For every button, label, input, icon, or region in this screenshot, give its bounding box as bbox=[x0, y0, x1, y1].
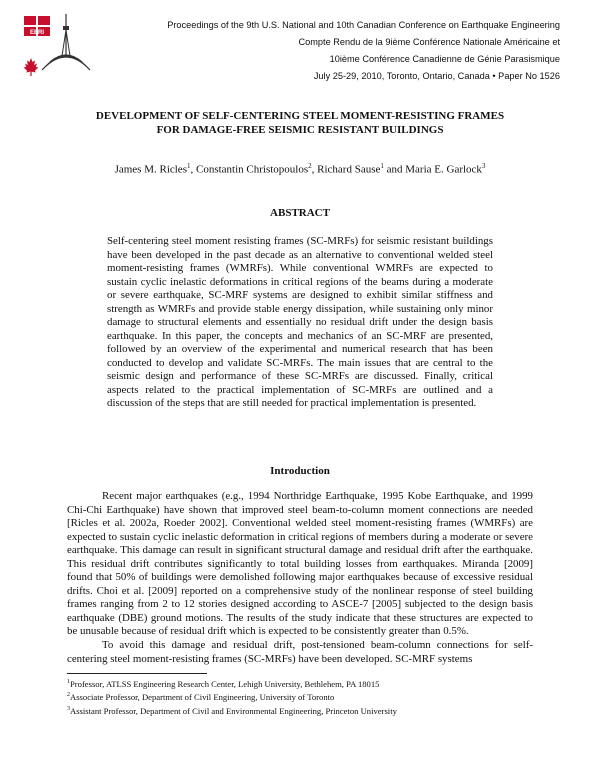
maple-leaf-icon bbox=[24, 58, 39, 76]
conference-line-3: 10ième Conférence Canadienne de Génie Parasismique bbox=[329, 54, 560, 64]
footnote-text: Professor, ATLSS Engineering Research Center, Lehigh University, Bethlehem, PA 18015 bbox=[70, 678, 380, 689]
author-separator: and bbox=[383, 163, 406, 176]
logo-e-block-2 bbox=[38, 16, 50, 25]
author-affiliation-mark: 1 bbox=[186, 162, 191, 170]
title-line-2: FOR DAMAGE-FREE SEISMIC RESISTANT BUILDINGS bbox=[156, 123, 444, 136]
cn-tower-icon bbox=[62, 14, 70, 56]
body-paragraph-1: Recent major earthquakes (e.g., 1994 Northridge Earthquake, 1995 Kobe Earthquake, and 1999 Chi-Chi Earthquake) have shown that improved steel beam-to-column moment connections are needed [Ricles et al. 2002a, Roeder 2002]. Conventional welded steel moment-resisting frames (WMRFs) are expected to sustain cyclic inelastic deformation in critical regions of members during a moderate or severe earthquake. This damage can result in significant structural damage and residual drift after the earthquake. This residual drift contributes significantly to total building losses from earthquakes. Miranda [2009] found that 50% of buildings were demolished following major earthquakes because of excessive residual drifts. Choi et al. [2009] reported on a comprehensive study of the nonlinear response of steel building frames ranging from 2 to 12 stories designed according to ASCE-7 [2005] subjected to the design basis earthquake (DBE) ground motions. The results of the study indicate that these structures are expected to be unusable because of residual drift which is expected to be consistently greater than 0.5%. bbox=[67, 490, 533, 637]
logo-text: EERI bbox=[29, 30, 45, 36]
footnote bbox=[67, 677, 533, 690]
conference-logo bbox=[22, 12, 92, 84]
footnote-number: 2 bbox=[67, 692, 70, 699]
logo-e-block-1 bbox=[24, 16, 36, 25]
author-affiliation-mark: 1 bbox=[380, 162, 384, 170]
footnote-number: 3 bbox=[67, 705, 70, 712]
author-name: James M. Ricles bbox=[114, 163, 187, 176]
author-affiliation-mark: 2 bbox=[308, 162, 312, 170]
footnote-number: 1 bbox=[67, 679, 70, 685]
author-name: Maria E. Garlock bbox=[405, 163, 482, 176]
abstract-text: Self-centering steel moment resisting frames (SC-MRFs) for seismic resistant buildings have been developed in the past decade as an alternative to conventional welded steel moment-resisting frames (WMRFs). While conventional WMRFs are expected to sustain cyclic inelastic deformations in critical regions of the beams during a moderate or severe earthquake, SC-MRF systems are designed to exhibit similar stiffness and strength as WMRFs and provide stable energy dissipation, while sustaining only minor damage to structural elements and essentially no residual drift under the design basis earthquake. In this paper, the concepts and mechanics of an SC-MRF are presented, followed by an overview of the experimental and numerical research that has been conducted to develop and validate SC-MRFs. The main issues that are central to the seismic design and performance of these SC-MRFs are discussed. Finally, critical aspects related to the practical implementation of SC-MRFs are outlined and a discussion of the steps that are still needed for practical implementation is presented. bbox=[107, 235, 493, 409]
abstract-heading: ABSTRACT bbox=[270, 207, 330, 219]
author-affiliation-mark: 3 bbox=[481, 162, 486, 170]
footnote-text: Assistant Professor, Department of Civil and Environmental Engineering, Princeton University bbox=[70, 705, 397, 716]
body-paragraph-2: To avoid this damage and residual drift, post-tensioned beam-column connections for self-centering steel moment-resisting frames (SC-MRFs) have been developed. SC-MRF systems bbox=[67, 639, 533, 665]
author-name: Constantin Christopoulos bbox=[195, 163, 309, 176]
conference-line-4: July 25-29, 2010, Toronto, Ontario, Canada • Paper No 1526 bbox=[313, 71, 560, 81]
author-list bbox=[60, 162, 540, 176]
conference-header bbox=[120, 17, 560, 85]
footnotes bbox=[67, 677, 533, 717]
footnote bbox=[67, 704, 533, 717]
seismic-rings-icon bbox=[42, 55, 90, 70]
paper-title bbox=[60, 110, 540, 137]
footnote-divider bbox=[67, 673, 207, 674]
author-separator: , bbox=[311, 163, 318, 176]
conference-line-2: Compte Rendu de la 9ième Conférence Nationale Américaine et bbox=[298, 37, 560, 47]
introduction-heading: Introduction bbox=[270, 465, 330, 477]
author-separator: , bbox=[190, 163, 196, 176]
title-line-1: DEVELOPMENT OF SELF-CENTERING STEEL MOMENT-RESISTING FRAMES bbox=[95, 110, 505, 122]
conference-line-1: Proceedings of the 9th U.S. National and 10th Canadian Conference on Earthquake Engineering bbox=[167, 20, 560, 30]
footnote bbox=[67, 690, 533, 703]
author-name: Richard Sause bbox=[317, 163, 381, 176]
footnote-text: Associate Professor, Department of Civil Engineering, University of Toronto bbox=[70, 692, 335, 703]
